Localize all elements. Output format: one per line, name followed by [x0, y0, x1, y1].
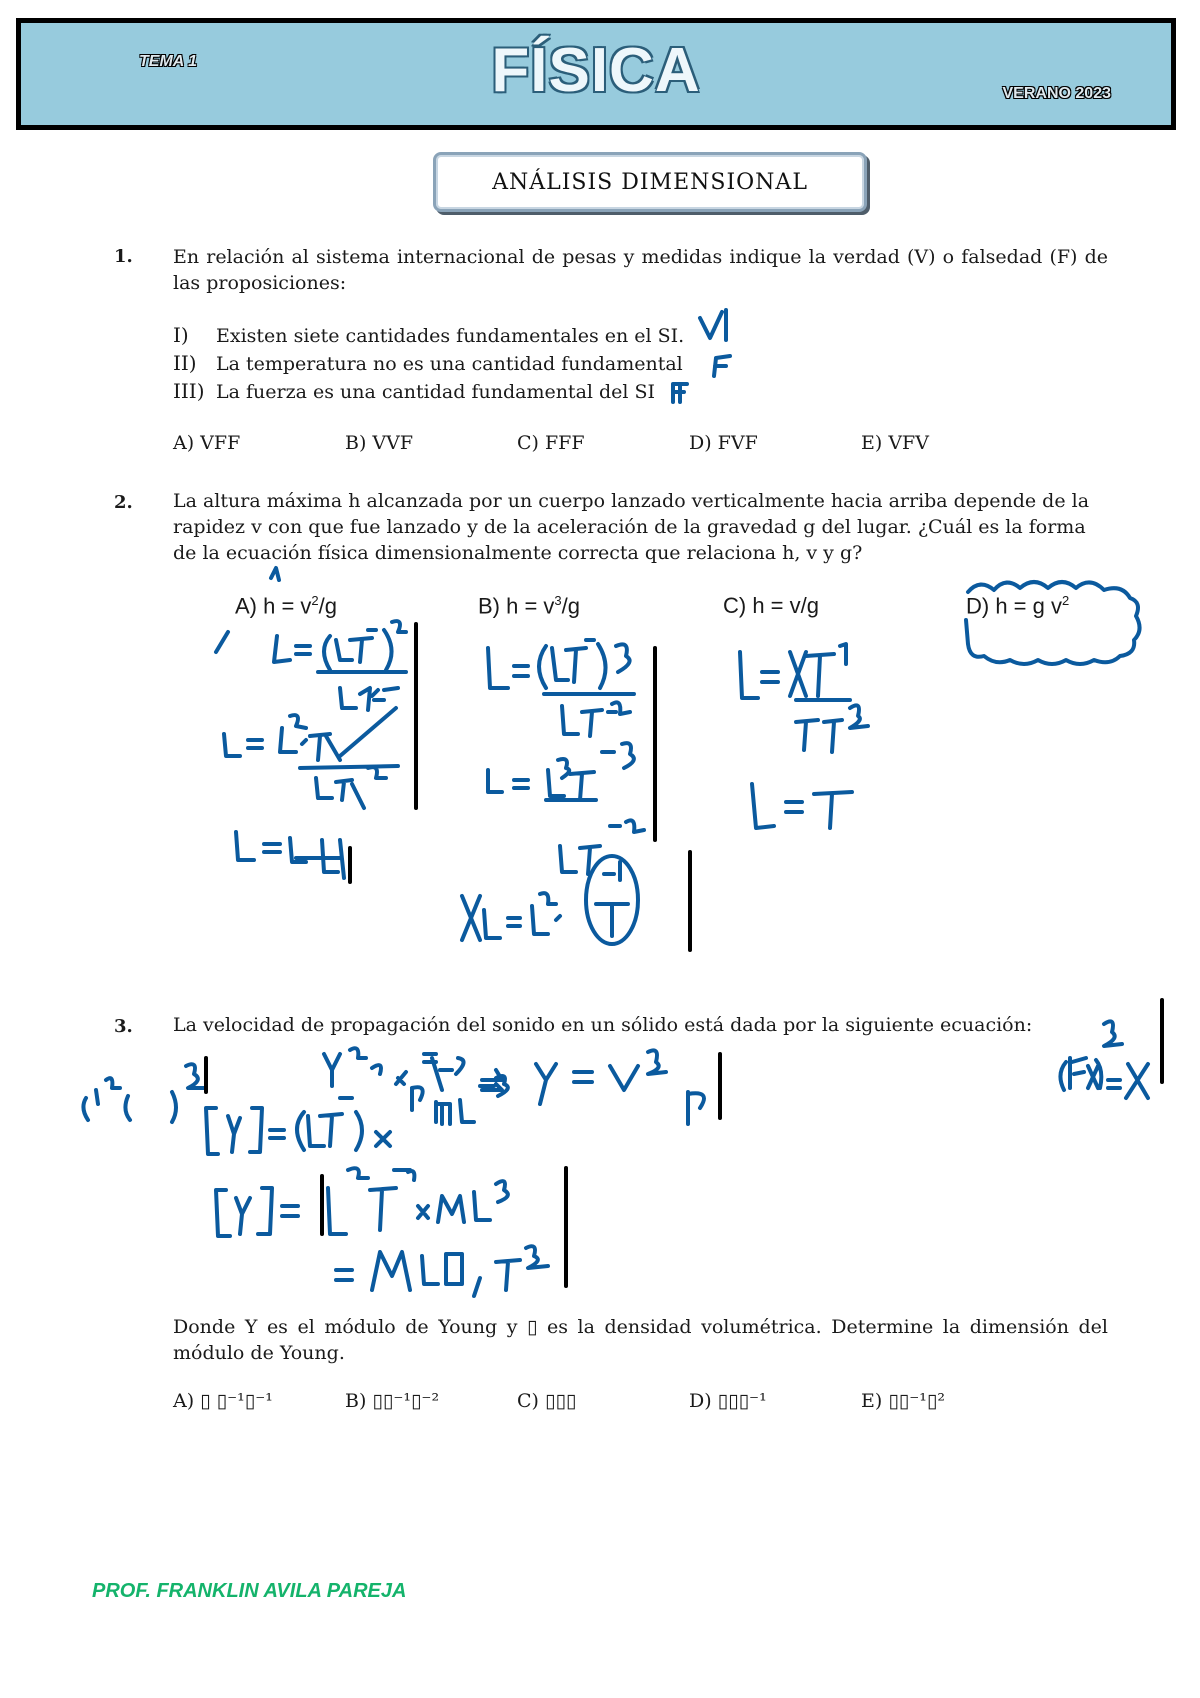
q1-option-d[interactable]: D) FVF [689, 432, 758, 454]
q3-option-a[interactable]: A) ▯ ▯⁻¹▯⁻¹ [173, 1390, 273, 1412]
q3-option-c[interactable]: C) ▯▯▯ [517, 1390, 577, 1412]
work-c-3 [752, 784, 852, 828]
question-1-text: En relación al sistema internacional de pesas y medidas indique la verdad (V) o falsedad (F) de las proposiciones: [173, 246, 1108, 294]
work-c-2 [796, 705, 868, 752]
question-2-number: 2. [114, 492, 133, 513]
question-1-number: 1. [114, 246, 133, 267]
work-a [274, 621, 406, 672]
work-a-3 [224, 708, 398, 808]
work-q3-right [1060, 1021, 1148, 1098]
work-q3-3 [206, 1098, 390, 1154]
work-c [740, 644, 850, 700]
work-b-3 [488, 743, 634, 800]
work-q3-6 [336, 1246, 548, 1296]
work-b [488, 640, 634, 694]
proposition-3-numeral: III) [173, 379, 205, 403]
topic-label: TEMA 1 [139, 53, 198, 70]
section-title: ANÁLISIS DIMENSIONAL [492, 169, 808, 195]
q1-option-b[interactable]: B) VVF [345, 432, 414, 454]
question-3-text-2: Donde Y es el módulo de Young y ▯ es la densidad volumétrica. Determine la dimensión del módulo de Young. [173, 1316, 1108, 1364]
work-b-2 [562, 702, 630, 736]
tick-mark-icon [271, 568, 279, 580]
question-2-text: La altura máxima h alcanzada por un cuerpo lanzado verticalmente hacia arriba depende de la rapidez v con que fue lanzado y de la aceleración de la gravedad g del lugar. ¿Cuál es la forma de la ecuación física dimensionalmente correcta que relaciona h, v y g? [173, 490, 1090, 564]
work-q3-1 [83, 1064, 204, 1122]
work-a-2 [340, 688, 398, 710]
question-3-text: La velocidad de propagación del sonido en un sólido está dada por la siguiente ecuación: [173, 1014, 1033, 1036]
term-label: VERANO 2023 [1002, 85, 1111, 102]
handwritten-f-mark-2 [673, 384, 687, 402]
work-a-4 [236, 832, 344, 878]
q3-option-d[interactable]: D) ▯▯▯⁻¹ [689, 1390, 767, 1412]
slash-mark [216, 632, 228, 652]
work-b-4 [560, 820, 644, 874]
cloud-circle-icon [966, 582, 1140, 664]
q2-option-a[interactable]: A) $h = v^2/g$ [235, 593, 338, 619]
handwritten-f-mark [714, 356, 730, 376]
q3-option-b[interactable]: B) ▯▯⁻¹▯⁻² [345, 1390, 440, 1412]
proposition-2-numeral: II) [173, 351, 197, 375]
proposition-3-text: La fuerza es una cantidad fundamental del SI [216, 381, 656, 403]
q1-option-a[interactable]: A) VFF [173, 432, 241, 454]
work-q3-5 [216, 1168, 508, 1236]
work-q3-4 [412, 1076, 508, 1124]
check-mark-icon [700, 310, 726, 340]
proposition-2-text: La temperatura no es una cantidad fundamental [216, 353, 683, 375]
q2-option-d[interactable]: D) h = g $v^2$ [966, 593, 1070, 619]
work-b-6 [596, 862, 628, 936]
subject-title: FÍSICA [491, 36, 701, 105]
proposition-1-numeral: I) [173, 323, 189, 347]
work-q3-2 [324, 1048, 704, 1124]
q1-option-e[interactable]: E) VFV [861, 432, 929, 454]
q1-option-c[interactable]: C) FFF [517, 432, 585, 454]
q2-option-b[interactable]: B) $h = v^3/g$ [478, 593, 581, 619]
question-3-number: 3. [114, 1016, 133, 1037]
q3-option-e[interactable]: E) ▯▯⁻¹▯² [861, 1390, 945, 1412]
author-footer: PROF. FRANKLIN AVILA PAREJA [92, 1580, 407, 1602]
proposition-1-text: Existen siete cantidades fundamentales en el SI. [216, 325, 685, 347]
q2-option-c[interactable]: C) h = v/g [723, 593, 819, 618]
work-b-5 [462, 893, 560, 940]
